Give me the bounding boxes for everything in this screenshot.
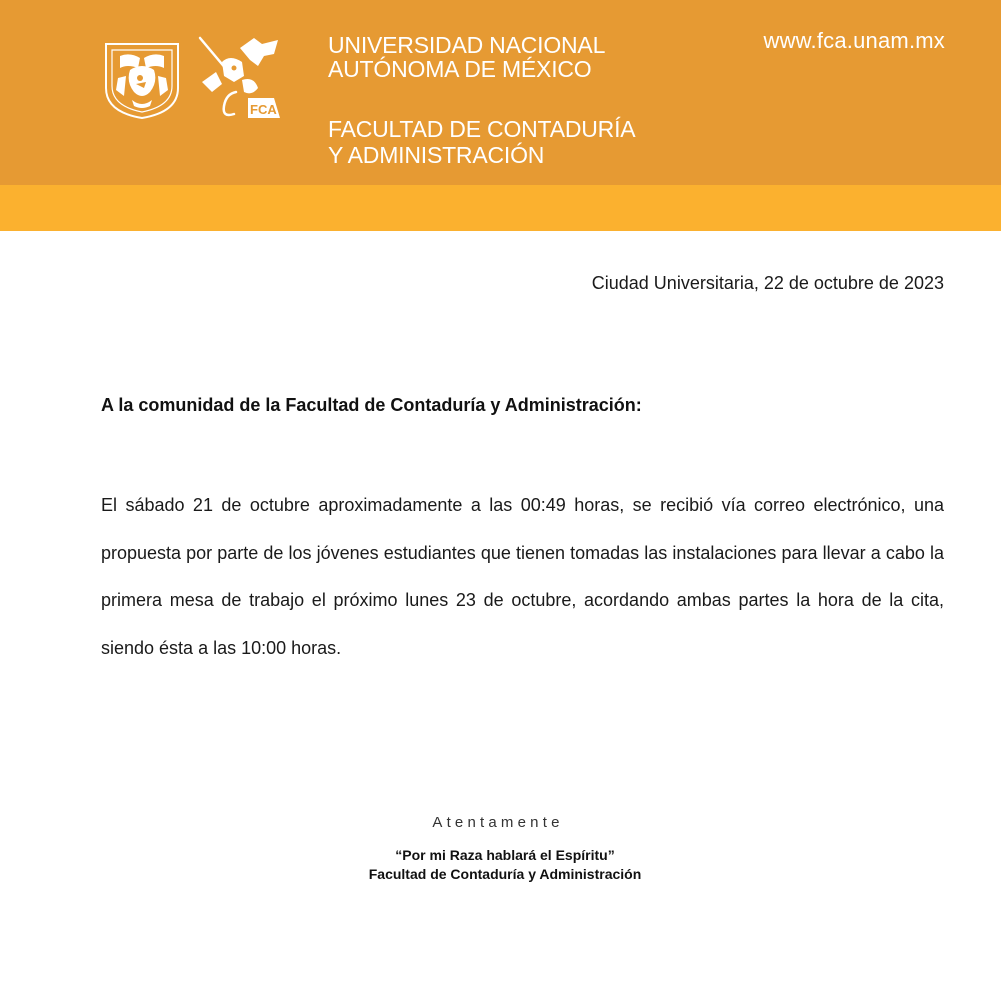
motto-text: “Por mi Raza hablará el Espíritu”	[395, 847, 615, 863]
faculty-name-line1: FACULTAD DE CONTADURÍA	[328, 116, 636, 142]
closing-word: Atentamente	[432, 814, 564, 831]
closing-signature-block	[0, 846, 1001, 884]
university-name-line2: AUTÓNOMA DE MÉXICO	[328, 56, 592, 82]
faculty-name-line2: Y ADMINISTRACIÓN	[328, 142, 545, 168]
svg-text:FCA: FCA	[250, 102, 277, 117]
letter-body: El sábado 21 de octubre aproximadamente a las 00:49 horas, se recibió vía correo electrónico, una propuesta por parte de los jóvenes estudiantes que tienen tomadas las instalaciones para llevar a cabo la primera mesa de trabajo el próximo lunes 23 de octubre, acordando ambas partes la hora de la cita, siendo ésta a las 10:00 horas.	[101, 495, 944, 658]
unam-shield-icon	[100, 38, 184, 122]
header-banner	[0, 0, 1001, 185]
website-link[interactable]: www.fca.unam.mx	[763, 28, 945, 53]
fca-logo-icon	[192, 32, 282, 124]
university-name	[328, 33, 605, 81]
faculty-name	[328, 116, 635, 168]
signature-text: Facultad de Contaduría y Administración	[368, 866, 642, 882]
letter-salutation: A la comunidad de la Facultad de Contaduría y Administración:	[101, 395, 642, 415]
letter-date: Ciudad Universitaria, 22 de octubre de 2023	[591, 273, 944, 293]
university-name-line1: UNIVERSIDAD NACIONAL	[328, 32, 606, 58]
header-stripe	[0, 185, 1001, 231]
